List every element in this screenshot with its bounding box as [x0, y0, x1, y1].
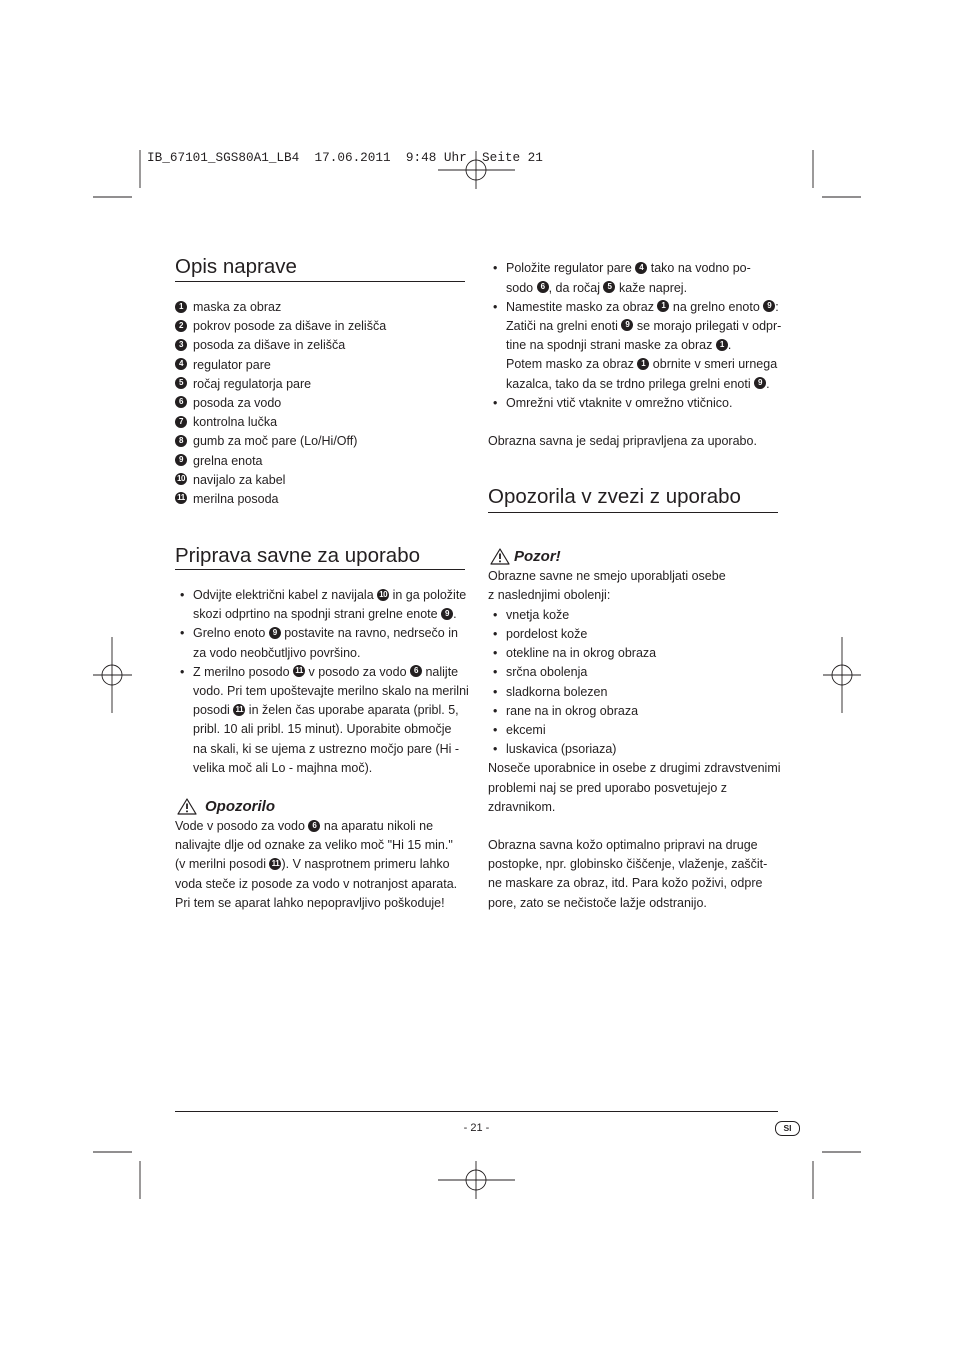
reference-number-badge — [716, 339, 728, 351]
reference-number-badge — [603, 281, 615, 293]
bullet-text-line: skozi odprtino na spodnji strani grelne enote . — [193, 607, 457, 622]
bullet-text-line: Potem masko za obraz obrnite v smeri urnega — [506, 357, 778, 372]
part-number — [175, 375, 193, 394]
caution-note-line: Noseče uporabnice in osebe z drugimi zdravstvenimi — [488, 761, 781, 776]
setup-steps — [488, 259, 782, 413]
bullet-text-line: vodo. Pri tem upoštevajte merilno skalo na merilni — [193, 683, 469, 698]
ready-text: Obrazna savna je sedaj pripravljena za uporabo. — [488, 434, 757, 449]
language-badge: SI — [775, 1121, 800, 1136]
part-item — [175, 452, 465, 471]
bullet-text-line: posodi in želen čas uporabe aparata (pribl. 5, — [193, 703, 459, 718]
part-label: pokrov posode za dišave in zelišča — [193, 319, 387, 334]
bullet-text-line: • pordelost kože — [506, 626, 588, 641]
bullet-item — [488, 298, 782, 394]
reference-number-badge — [175, 473, 187, 485]
reference-number-badge — [763, 300, 775, 312]
bullet-text-line: pribl. 10 ali pribl. 15 minut). Uporabite območje — [193, 722, 452, 737]
contraindications-list — [488, 606, 778, 760]
bullet-text-line: • srčna obolenja — [506, 665, 588, 680]
reference-number-badge — [175, 301, 187, 313]
part-label: gumb za moč pare (Lo/Hi/Off) — [193, 434, 358, 449]
part-item — [175, 356, 465, 375]
bullet-text-line: za vodo neobčutljivo površino. — [193, 645, 361, 660]
warning-text — [175, 817, 465, 913]
part-number — [175, 317, 193, 336]
bullet-item — [488, 644, 778, 663]
warning-text-line: nalivajte dlje od oznake za veliko moč "Hi 15 min." — [175, 838, 453, 853]
reference-number-badge — [377, 589, 389, 601]
part-item — [175, 336, 465, 355]
reference-number-badge — [410, 665, 422, 677]
bullet-text-line: velika moč ali Lo - majhna moč). — [193, 760, 373, 775]
reference-number-badge — [175, 358, 187, 370]
reference-number-badge — [308, 820, 320, 832]
part-label: grelna enota — [193, 453, 263, 468]
closing-text-line: postopke, npr. globinsko čiščenje, vlaženje, zaščit- — [488, 857, 768, 872]
reference-number-badge — [269, 858, 281, 870]
device-description-heading: Opis naprave — [175, 255, 465, 282]
reference-number-badge — [621, 319, 633, 331]
part-number — [175, 490, 193, 509]
caution-note — [488, 759, 781, 817]
part-item — [175, 432, 465, 451]
caution-title — [488, 547, 778, 566]
registration-mark-right — [823, 637, 861, 713]
crop-mark-bottom-right — [813, 1152, 861, 1199]
bullet-item — [488, 663, 778, 682]
bullet-text-line: Zatiči na grelni enoti se morajo prilegati v odpr- — [506, 318, 782, 333]
part-label: maska za obraz — [193, 300, 282, 314]
bullet-item — [488, 259, 778, 297]
bullet-text-line: • sladkorna bolezen — [506, 684, 608, 699]
caution-note-line: problemi naj se pred uporabo posvetujejo z — [488, 780, 728, 795]
bullet-item — [175, 586, 465, 624]
part-number — [175, 336, 193, 355]
warning-triangle-icon — [177, 798, 197, 815]
part-number — [175, 394, 193, 413]
part-label: regulator pare — [193, 357, 271, 372]
bullet-item — [488, 606, 778, 625]
part-label: posoda za dišave in zelišča — [193, 338, 346, 353]
bullet-item — [488, 625, 778, 644]
part-number — [175, 356, 193, 375]
caution-intro — [488, 567, 778, 605]
bullet-item — [488, 721, 778, 740]
reference-number-badge — [441, 608, 453, 620]
bullet-item — [175, 624, 465, 662]
closing-text-line: ne maskare za obraz, itd. Para kožo poživi, odpre — [488, 876, 763, 891]
reference-number-badge — [175, 454, 187, 466]
bullet-text-line: sodo , da ročaj kaže naprej. — [506, 280, 688, 295]
warning-title-text: Opozorilo — [205, 798, 275, 816]
crop-mark-bottom-left — [93, 1152, 140, 1199]
warning-text-line: voda steče iz posode za vodo v notranjost aparata. — [175, 876, 458, 891]
preparation-heading: Priprava savne za uporabo — [175, 544, 465, 570]
part-item — [175, 413, 465, 432]
bullet-text-line: • otekline na in okrog obraza — [506, 646, 657, 661]
preparation-steps — [175, 586, 469, 778]
reference-number-badge — [293, 665, 305, 677]
warning-triangle-icon — [490, 548, 510, 565]
reference-number-badge — [635, 262, 647, 274]
bullet-text-line: • Z merilno posodo v posodo za vodo nalijte — [193, 664, 459, 679]
bullet-text-line: • ekcemi — [506, 722, 546, 737]
part-label: posoda za vodo — [193, 395, 282, 410]
part-item — [175, 317, 465, 336]
part-item — [175, 471, 465, 490]
part-item — [175, 394, 465, 413]
warning-text-line: Vode v posodo za vodo na aparatu nikoli ne — [175, 819, 434, 833]
part-item — [175, 298, 465, 317]
closing-paragraph — [488, 836, 778, 913]
bullet-text-line: • Omrežni vtič vtaknite v omrežno vtičnico. — [506, 395, 733, 410]
crop-mark-top-right — [813, 150, 861, 197]
registration-mark-bottom — [438, 1161, 515, 1199]
bullet-text-line: na skali, ki se ujema z ustrezno močjo pare (Hi - — [193, 741, 460, 756]
caution-intro-line: Obrazne savne ne smejo uporabljati osebe — [488, 568, 726, 583]
bullet-item — [488, 702, 778, 721]
bullet-item — [488, 394, 778, 413]
reference-number-badge — [754, 377, 766, 389]
part-label: merilna posoda — [193, 491, 279, 506]
warning-text-line: Pri tem se aparat lahko nepopravljivo poškoduje! — [175, 895, 445, 910]
bullet-text-line: tine na spodnji strani maske za obraz . — [506, 338, 732, 353]
caution-title-text: Pozor! — [514, 548, 561, 566]
part-label: navijalo za kabel — [193, 472, 286, 487]
caution-intro-line: z naslednjimi obolenji: — [488, 587, 611, 602]
reference-number-badge — [269, 627, 281, 639]
part-number — [175, 452, 193, 471]
bullet-text-line: • luskavica (psoriaza) — [506, 742, 617, 757]
bullet-item — [488, 683, 778, 702]
part-item — [175, 490, 465, 509]
bullet-text-line: • Odvijte električni kabel z navijala in ga položite — [193, 588, 467, 602]
reference-number-badge — [175, 396, 187, 408]
reference-number-badge — [233, 704, 245, 716]
part-number — [175, 298, 193, 317]
print-slug: IB_67101_SGS80A1_LB4 17.06.2011 9:48 Uhr Seite 21 — [147, 150, 543, 165]
parts-list — [175, 298, 465, 509]
reference-number-badge — [657, 300, 669, 312]
reference-number-badge — [175, 320, 187, 332]
part-number — [175, 413, 193, 432]
warning-title — [175, 797, 465, 816]
footer-rule — [175, 1111, 778, 1112]
caution-note-line: zdravnikom. — [488, 799, 556, 814]
reference-number-badge — [175, 435, 187, 447]
reference-number-badge — [175, 339, 187, 351]
part-number — [175, 432, 193, 451]
warning-text-line: (v merilni posodi ). V nasprotnem primeru lahko — [175, 857, 450, 872]
bullet-item — [488, 740, 778, 759]
reference-number-badge — [175, 416, 187, 428]
reference-number-badge — [175, 492, 187, 504]
bullet-text-line: • vnetja kože — [506, 607, 570, 622]
closing-text-line: Obrazna savna kožo optimalno pripravi na druge — [488, 838, 758, 852]
usage-warnings-heading: Opozorila v zvezi z uporabo — [488, 485, 778, 513]
bullet-text-line: • Namestite masko za obraz na grelno enoto : — [506, 299, 779, 314]
crop-mark-top-left — [93, 150, 140, 197]
reference-number-badge — [537, 281, 549, 293]
bullet-text-line: • Položite regulator pare tako na vodno po- — [506, 261, 751, 276]
part-label: ročaj regulatorja pare — [193, 376, 312, 391]
registration-mark-left — [93, 637, 132, 713]
part-label: kontrolna lučka — [193, 415, 278, 430]
reference-number-badge — [637, 358, 649, 370]
page-number: - 21 - — [463, 1122, 490, 1134]
bullet-text-line: • Grelno enoto postavite na ravno, nedrsečo in — [193, 626, 458, 641]
bullet-item — [175, 663, 469, 778]
part-item — [175, 375, 465, 394]
bullet-text-line: • rane na in okrog obraza — [506, 703, 639, 718]
closing-text-line: pore, zato se nečistoče lažje odstranijo. — [488, 895, 707, 910]
bullet-text-line: kazalca, tako da se trdno prilega grelni enoti . — [506, 376, 770, 391]
part-number — [175, 471, 193, 490]
reference-number-badge — [175, 377, 187, 389]
